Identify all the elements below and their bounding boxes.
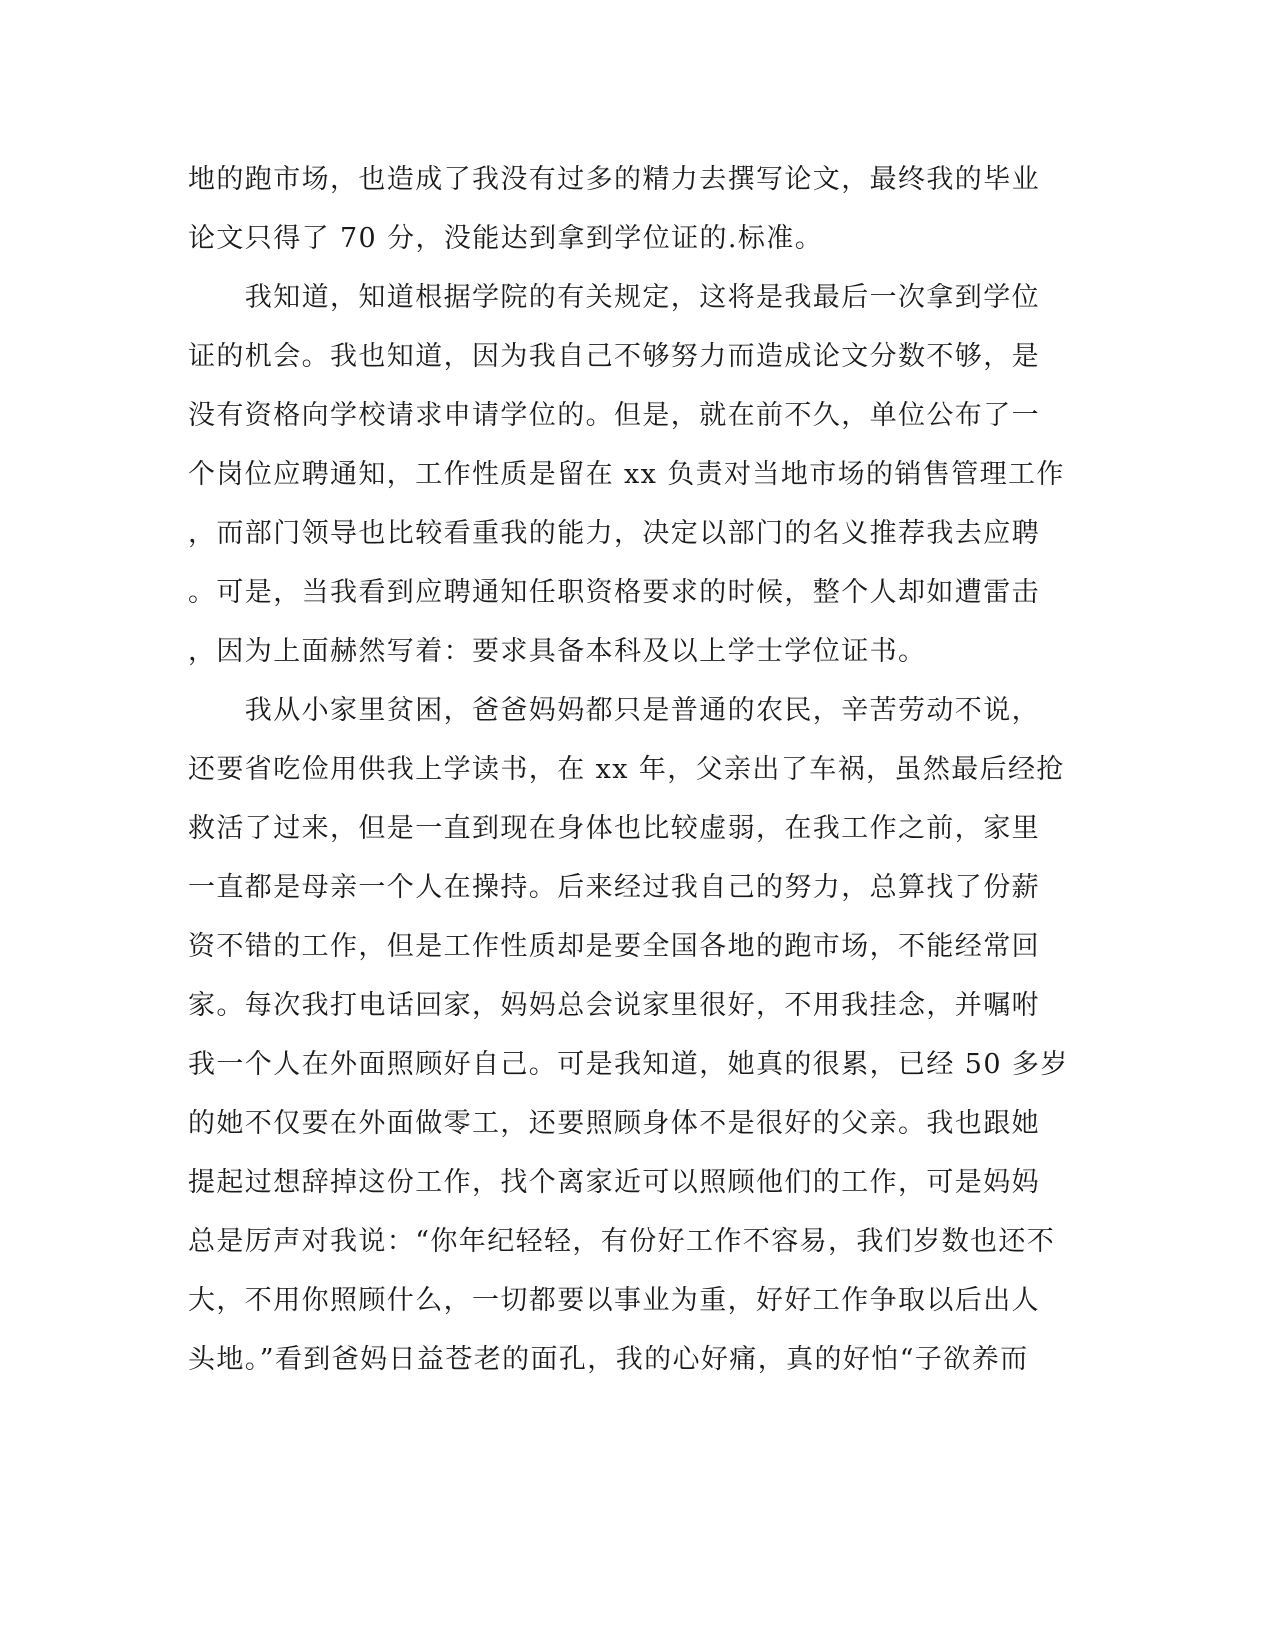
text-line: 个岗位应聘通知，工作性质是留在 xx 负责对当地市场的销售管理工作	[188, 459, 1065, 490]
text-line: 提起过想辞掉这份工作，找个离家近可以照顾他们的工作，可是妈妈	[188, 1167, 1040, 1198]
text-line: 我知道，知道根据学院的有关规定，这将是我最后一次拿到学位	[188, 282, 1040, 313]
text-line: ，而部门领导也比较看重我的能力，决定以部门的名义推荐我去应聘	[188, 518, 1040, 549]
text-line: 家。每次我打电话回家，妈妈总会说家里很好，不用我挂念，并嘱咐	[188, 990, 1040, 1021]
text-line: 我从小家里贫困，爸爸妈妈都只是普通的农民，辛苦劳动不说，	[188, 695, 1040, 726]
text-line: 没有资格向学校请求申请学位的。但是，就在前不久，单位公布了一	[188, 400, 1040, 431]
text-line: 还要省吃俭用供我上学读书，在 xx 年，父亲出了车祸，虽然最后经抢	[188, 754, 1065, 785]
text-line: 一直都是母亲一个人在操持。后来经过我自己的努力，总算找了份薪	[188, 872, 1040, 903]
text-line: 头地。”看到爸妈日益苍老的面孔，我的心好痛，真的好怕“子欲养而	[188, 1344, 1029, 1375]
text-line: 论文只得了 70 分，没能达到拿到学位证的.标准。	[188, 223, 824, 254]
text-line: 资不错的工作，但是工作性质却是要全国各地的跑市场，不能经常回	[188, 931, 1040, 962]
text-line: 我一个人在外面照顾好自己。可是我知道，她真的很累，已经 50 多岁	[188, 1049, 1069, 1080]
text-line: ，因为上面赫然写着：要求具备本科及以上学士学位证书。	[188, 636, 927, 667]
text-line: 地的跑市场，也造成了我没有过多的精力去撰写论文，最终我的毕业	[188, 164, 1040, 195]
text-line: 。可是，当我看到应聘通知任职资格要求的时候，整个人却如遭雷击	[188, 577, 1040, 608]
text-line: 证的机会。我也知道，因为我自己不够努力而造成论文分数不够，是	[188, 341, 1040, 372]
text-line: 救活了过来，但是一直到现在身体也比较虚弱，在我工作之前，家里	[188, 813, 1040, 844]
text-line: 的她不仅要在外面做零工，还要照顾身体不是很好的父亲。我也跟她	[188, 1108, 1040, 1139]
text-line: 大，不用你照顾什么，一切都要以事业为重，好好工作争取以后出人	[188, 1285, 1040, 1316]
text-line: 总是厉声对我说：“你年纪轻轻，有份好工作不容易，我们岁数也还不	[188, 1226, 1056, 1257]
